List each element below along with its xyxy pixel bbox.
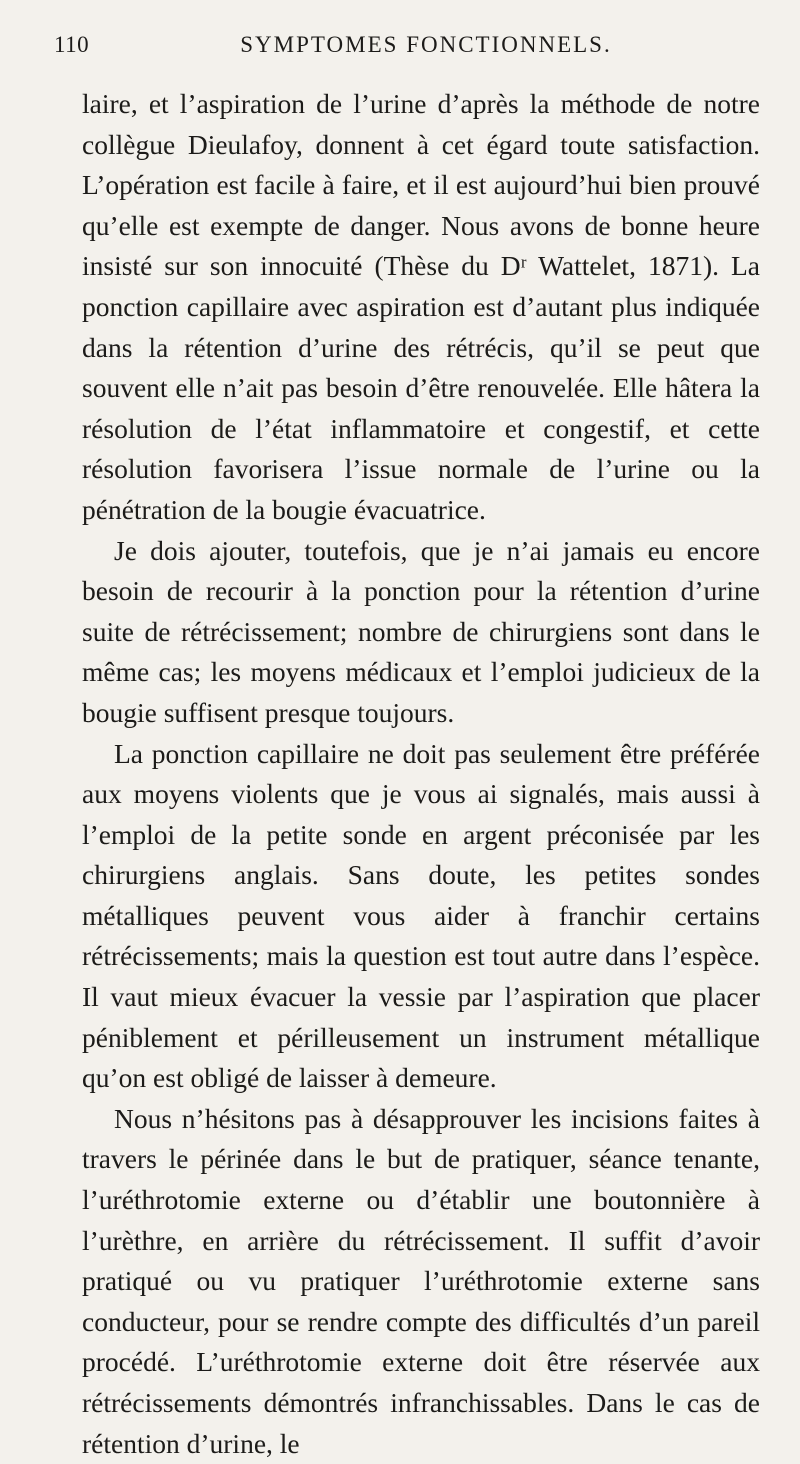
running-head xyxy=(54,32,762,72)
body-text xyxy=(82,84,760,1464)
page-number: 110 xyxy=(54,32,90,57)
running-title: SYMPTOMES FONCTIONNELS. xyxy=(240,32,612,57)
paragraph: Nous n’hésitons pas à désapprouver les incisions faites à travers le périnée dans le but de pratiquer, séance tenante, l’uréthrotomie externe ou d’établir une boutonnière à l’urèthre, en arrière du rétrécissement. Il suffit d’avoir pratiqué ou vu pratiquer l’uréthrotomie externe sans conducteur, pour se rendre compte des difficultés d’un pareil procédé. L’uréthrotomie externe doit être réservée aux rétrécissements démontrés infranchissables. Dans le cas de rétention d’urine, le xyxy=(82,1102,760,1459)
paragraph: Je dois ajouter, toutefois, que je n’ai jamais eu encore besoin de recourir à la ponction pour la rétention d’urine suite de rétrécissement; nombre de chirurgiens sont dans le même cas; les moyens médicaux et l’emploi judicieux de la bougie suffisent presque toujours. xyxy=(82,534,760,728)
paragraph: laire, et l’aspiration de l’urine d’après la méthode de notre collègue Dieulafoy, donnent à cet égard toute satisfaction. L’opération est facile à faire, et il est aujourd’hui bien prouvé qu’elle est exempte de danger. Nous avons de bonne heure insisté sur son innocuité (Thèse du Dʳ Wattelet, 1871). La ponction capillaire avec aspiration est d’autant plus indiquée dans la rétention d’urine des rétrécis, qu’il se peut que souvent elle n’ait pas besoin d’être renouvelée. Elle hâtera la résolution de l’état inflammatoire et congestif, et cette résolution favorisera l’issue normale de l’urine ou la pénétration de la bougie évacuatrice. xyxy=(82,88,760,525)
paragraph: La ponction capillaire ne doit pas seulement être préférée aux moyens violents que je vous ai signalés, mais aussi à l’emploi de la petite sonde en argent préconisée par les chirurgiens anglais. Sans doute, les petites sondes métalliques peuvent vous aider à franchir certains rétrécissements; mais la question est tout autre dans l’espèce. Il vaut mieux évacuer la vessie par l’aspiration que placer péniblement et périlleusement un instrument métallique qu’on est obligé de laisser à demeure. xyxy=(82,737,760,1094)
